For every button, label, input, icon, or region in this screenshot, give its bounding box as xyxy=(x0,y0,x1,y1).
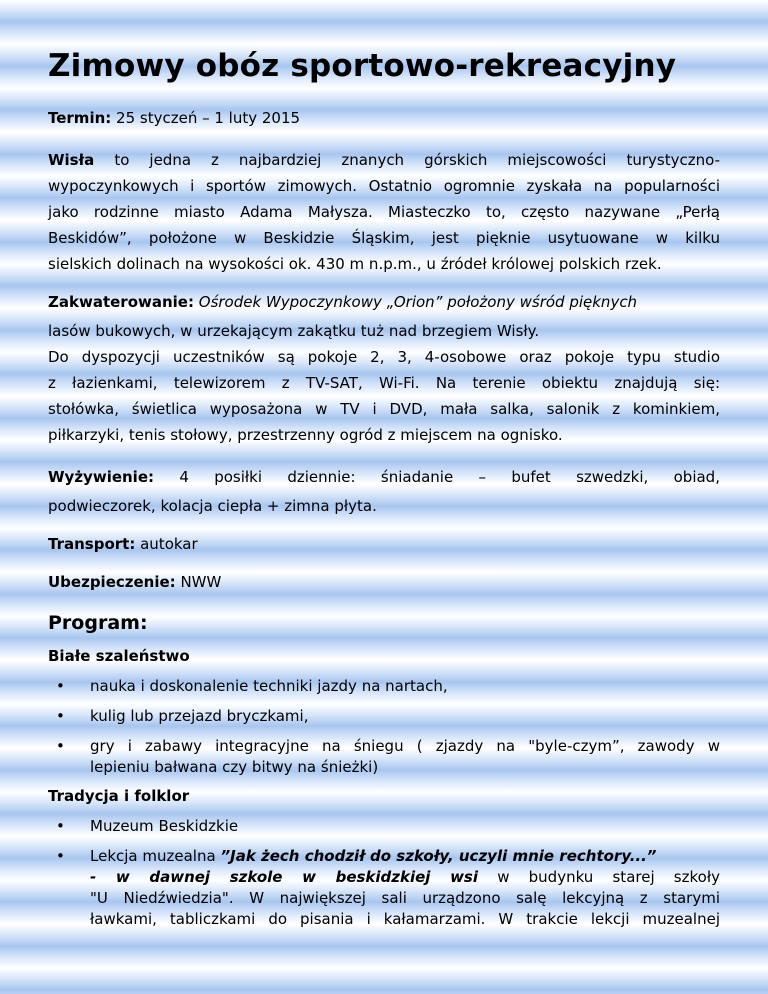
wisla-line-5: sielskich dolinach na wysokości ok. 430 m n.p.m., u źródeł królowej polskich rzek. xyxy=(48,255,662,273)
zakwaterowanie-line-4: z łazienkami, telewizorem z TV-SAT, Wi-Fi. Na terenie obiektu znajdują się: xyxy=(48,374,720,392)
list-item-continuation xyxy=(90,867,720,887)
zakwaterowanie-line-3: Do dyspozycji uczestników są pokoje 2, 3, 4-osobowe oraz pokoje typu studio xyxy=(48,348,720,366)
bullet-icon xyxy=(56,736,65,756)
bullet-icon xyxy=(56,706,65,726)
wisla-line-2: wypoczynkowych i sportów zimowych. Ostatnio ogromnie zyskała na popularności xyxy=(48,177,720,195)
page-title: Zimowy obóz sportowo-rekreacyjny xyxy=(48,48,677,84)
transport-value: autokar xyxy=(140,535,198,553)
termin-label: Termin: xyxy=(48,109,112,127)
wisla-line-3: jako rodzinne miasto Adama Małysza. Miasteczko to, często nazywane „Perłą xyxy=(48,203,720,221)
list-item: gry i zabawy integracyjne na śniegu ( zjazdy na "byle-czym”, zawody w xyxy=(90,737,720,755)
wisla-line-1 xyxy=(48,150,720,170)
section-heading-tradycja: Tradycja i folklor xyxy=(48,787,190,805)
ubezpieczenie-label: Ubezpieczenie: xyxy=(48,573,176,591)
transport-label: Transport: xyxy=(48,535,136,553)
wisla-text-1: to jedna z najbardziej znanych górskich miejscowości turystyczno- xyxy=(114,151,720,169)
bullet-icon xyxy=(56,676,65,696)
ubezpieczenie-row xyxy=(48,572,221,592)
lekcja-text-2: w budynku starej szkoły xyxy=(497,868,720,886)
zakwaterowanie-line-5: stołówka, świetlica wyposażona w TV i DVD, mała salka, salonik z kominkiem, xyxy=(48,400,720,418)
wisla-label: Wisła xyxy=(48,151,95,169)
list-item-continuation: ławkami, tabliczkami do pisania i kałamarzami. W trakcie lekcji muzealnej xyxy=(90,910,720,928)
program-heading: Program: xyxy=(48,612,148,634)
wisla-line-4: Beskidów”, położone w Beskidzie Śląskim, jest pięknie usytuowane w kilku xyxy=(48,229,720,247)
section-heading-biale: Białe szaleństwo xyxy=(48,647,190,665)
zakwaterowanie-label: Zakwaterowanie: xyxy=(48,293,194,311)
list-item xyxy=(90,846,720,866)
termin-row xyxy=(48,108,300,128)
list-item: kulig lub przejazd bryczkami, xyxy=(90,707,309,725)
lekcja-prefix: Lekcja muzealna xyxy=(90,847,216,865)
list-item-continuation: lepieniu bałwana czy bitwy na śnieżki) xyxy=(90,758,379,776)
wyzywienie-text-1: 4 posiłki dziennie: śniadanie – bufet szwedzki, obiad, xyxy=(179,468,720,486)
zakwaterowanie-text-1: Ośrodek Wypoczynkowy „Orion” położony wśród pięknych xyxy=(198,293,638,311)
bullet-icon xyxy=(56,816,65,836)
lekcja-title-1: ”Jak żech chodził do szkoły, uczyli mnie rechtory...” xyxy=(220,847,657,865)
ubezpieczenie-value: NWW xyxy=(180,573,222,591)
transport-row xyxy=(48,534,198,554)
wyzywienie-line-1 xyxy=(48,467,720,487)
bullet-icon xyxy=(56,846,65,866)
list-item: Muzeum Beskidzkie xyxy=(90,817,239,835)
zakwaterowanie-line-6: piłkarzyki, tenis stołowy, przestrzenny ogród z miejscem na ognisko. xyxy=(48,426,563,444)
lekcja-title-2: - w dawnej szkole w beskidzkiej wsi xyxy=(90,868,478,886)
wyzywienie-label: Wyżywienie: xyxy=(48,468,154,486)
list-item: nauka i doskonalenie techniki jazdy na nartach, xyxy=(90,677,448,695)
zakwaterowanie-line-1 xyxy=(48,292,637,312)
termin-value: 25 styczeń – 1 luty 2015 xyxy=(116,109,301,127)
list-item-continuation: "U Niedźwiedzia". W największej sali urządzono salę lekcyjną z starymi xyxy=(90,889,720,907)
wyzywienie-line-2: podwieczorek, kolacja ciepła + zimna płyta. xyxy=(48,497,377,515)
zakwaterowanie-line-2: lasów bukowych, w urzekającym zakątku tuż nad brzegiem Wisły. xyxy=(48,322,540,340)
